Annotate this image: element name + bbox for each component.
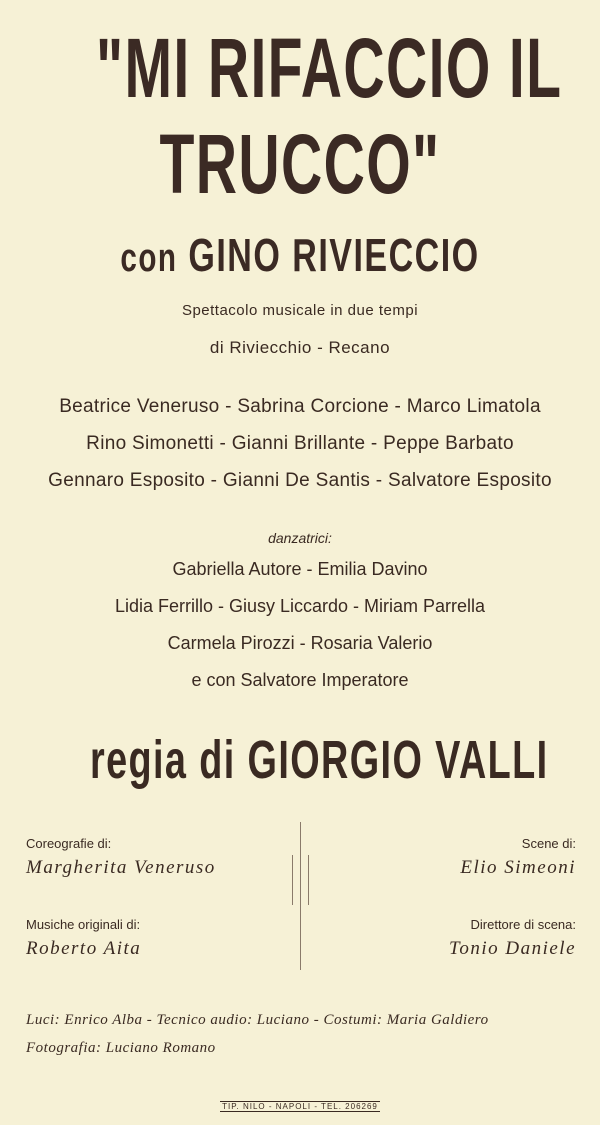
- stage-manager-name: Tonio Daniele: [449, 938, 576, 959]
- divider-line: [292, 855, 293, 905]
- technical-credits: Luci: Enrico Alba - Tecnico audio: Luciano - Costumi: Maria Galdiero: [26, 1012, 489, 1028]
- star-name: GINO RIVIECCIO: [188, 229, 480, 281]
- choreography-name: Margherita Veneruso: [26, 857, 216, 878]
- printer-imprint: [0, 1102, 600, 1111]
- cast-line: Beatrice Veneruso - Sabrina Corcione - Marco Limatola: [59, 396, 541, 417]
- dancers-line: e con Salvatore Imperatore: [191, 670, 409, 690]
- divider-line: [308, 855, 309, 905]
- divider-line: [300, 822, 301, 970]
- dancers-line: Gabriella Autore - Emilia Davino: [172, 559, 428, 579]
- stage-manager-label: Direttore di scena:: [470, 917, 576, 932]
- director-credit: regia di GIORGIO VALLI: [90, 730, 549, 790]
- music-name: Roberto Aita: [26, 938, 142, 959]
- choreography-label: Coreografie di:: [26, 836, 112, 851]
- authors: di Riviecchio - Recano: [209, 338, 391, 357]
- star-line: [78, 229, 522, 281]
- dancers-line: Carmela Pirozzi - Rosaria Valerio: [167, 633, 433, 653]
- music-label: Musiche originali di:: [26, 917, 141, 932]
- scenery-label: Scene di:: [521, 836, 576, 851]
- show-description: Spettacolo musicale in due tempi: [181, 302, 419, 319]
- cast-line: Rino Simonetti - Gianni Brillante - Peppe Barbato: [86, 433, 514, 454]
- cast-line: Gennaro Esposito - Gianni De Santis - Salvatore Esposito: [48, 470, 552, 491]
- title-line-2: TRUCCO": [159, 117, 441, 211]
- title-line-1: "MI RIFACCIO IL: [96, 21, 563, 115]
- dancers-label: danzatrici:: [268, 530, 332, 546]
- dancers-line: Lidia Ferrillo - Giusy Liccardo - Miriam Parrella: [114, 596, 486, 616]
- photography-credit: Fotografia: Luciano Romano: [26, 1040, 216, 1056]
- scenery-name: Elio Simeoni: [460, 857, 576, 878]
- printer-text: TIP. NILO - NAPOLI - TEL. 206269: [222, 1102, 378, 1111]
- con-word: con: [120, 236, 178, 280]
